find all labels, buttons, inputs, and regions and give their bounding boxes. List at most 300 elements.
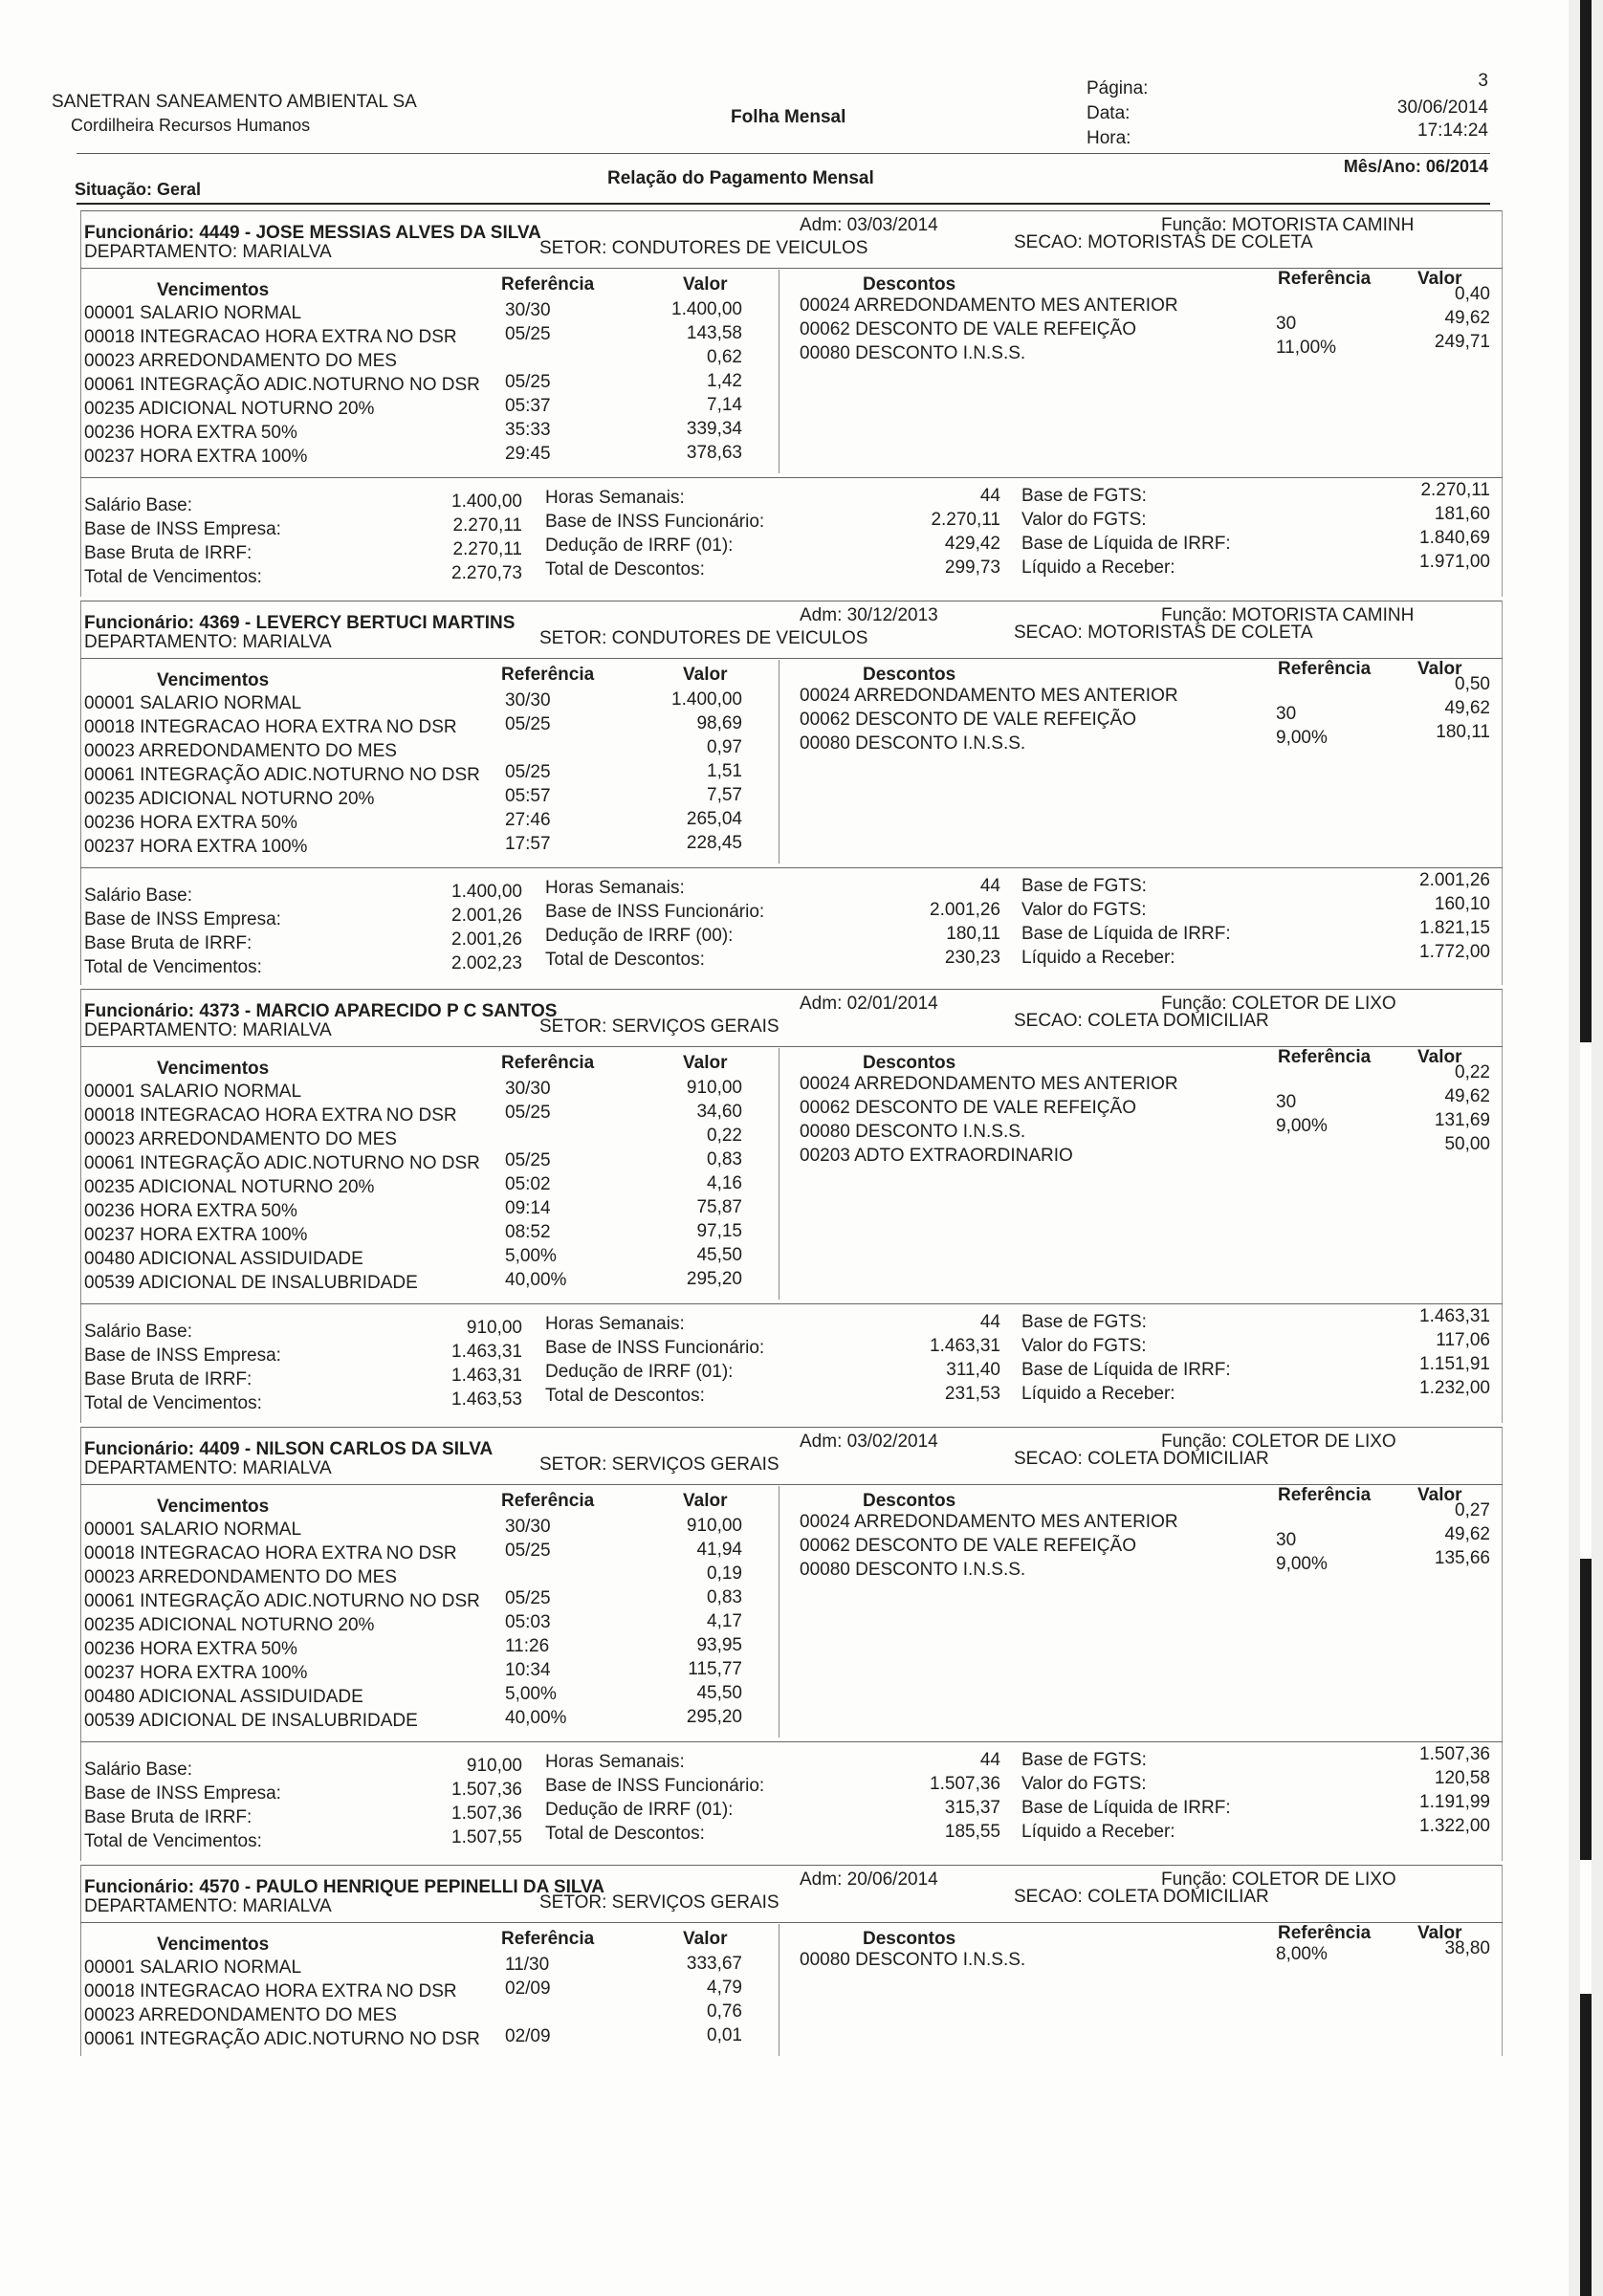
vencimentos-header: Vencimentos bbox=[157, 670, 270, 690]
desconto-desc: 00024 ARREDONDAMENTO MES ANTERIOR bbox=[800, 295, 1178, 316]
employee-name: Funcionário: 4373 - MARCIO APARECIDO P C SANTOS bbox=[84, 1001, 558, 1021]
vencimentos-valor-header: Valor bbox=[683, 1053, 728, 1073]
vencimento-ref: 02/09 bbox=[505, 2026, 551, 2046]
vencimento-desc: 00023 ARREDONDAMENTO DO MES bbox=[84, 1129, 397, 1149]
section: SECAO: COLETA DOMICILIAR bbox=[1014, 1011, 1269, 1031]
vencimento-ref: 30/30 bbox=[505, 690, 551, 711]
employee-block bbox=[80, 1427, 1503, 1861]
vencimento-valor: 4,16 bbox=[707, 1173, 742, 1193]
vencimentos-divider bbox=[779, 1486, 780, 1738]
vencimento-valor: 0,97 bbox=[707, 737, 742, 757]
header-rule bbox=[77, 153, 1490, 154]
desconto-desc: 00062 DESCONTO DE VALE REFEIÇÃO bbox=[800, 1536, 1136, 1556]
department: DEPARTAMENTO: MARIALVA bbox=[84, 1896, 332, 1916]
base-liquida-irrf-value: 1.840,69 bbox=[1419, 528, 1490, 548]
header-rule-bottom bbox=[77, 203, 1490, 205]
desconto-desc: 00024 ARREDONDAMENTO MES ANTERIOR bbox=[800, 1512, 1178, 1532]
vencimentos-ref-header: Referência bbox=[501, 274, 595, 295]
desconto-ref: 30 bbox=[1276, 1530, 1297, 1550]
vencimento-ref: 30/30 bbox=[505, 1517, 551, 1537]
vencimento-ref: 05/25 bbox=[505, 1541, 551, 1561]
vencimento-valor: 1,42 bbox=[707, 371, 742, 391]
base-inss-empresa-label: Base de INSS Empresa: bbox=[84, 1345, 281, 1366]
base-inss-empresa-value: 1.507,36 bbox=[451, 1780, 522, 1800]
descontos-header: Descontos bbox=[863, 665, 956, 685]
desconto-valor: 131,69 bbox=[1434, 1110, 1490, 1130]
base-inss-empresa-value: 1.463,31 bbox=[451, 1342, 522, 1362]
vencimento-ref: 5,00% bbox=[505, 1246, 557, 1266]
admission-date: Adm: 30/12/2013 bbox=[800, 605, 938, 625]
vencimento-valor: 295,20 bbox=[686, 1707, 742, 1727]
desconto-desc: 00080 DESCONTO I.N.S.S. bbox=[800, 733, 1026, 754]
total-vencimentos-value: 1.507,55 bbox=[451, 1827, 522, 1848]
vencimento-valor: 0,83 bbox=[707, 1149, 742, 1170]
salario-base-label: Salário Base: bbox=[84, 1322, 193, 1342]
total-descontos-value: 185,55 bbox=[944, 1822, 1000, 1842]
desconto-desc: 00203 ADTO EXTRAORDINARIO bbox=[800, 1146, 1073, 1166]
vencimentos-valor-header: Valor bbox=[683, 274, 728, 295]
valor-fgts-value: 120,58 bbox=[1434, 1768, 1490, 1788]
vencimento-desc: 00018 INTEGRACAO HORA EXTRA NO DSR bbox=[84, 1543, 457, 1563]
vencimento-ref: 05:02 bbox=[505, 1174, 551, 1194]
salario-base-value: 1.400,00 bbox=[451, 882, 522, 902]
vencimento-ref: 08:52 bbox=[505, 1222, 551, 1242]
vencimentos-divider bbox=[779, 1048, 780, 1300]
vencimento-ref: 35:33 bbox=[505, 420, 551, 440]
vencimento-desc: 00236 HORA EXTRA 50% bbox=[84, 423, 297, 443]
base-inss-empresa-value: 2.001,26 bbox=[451, 906, 522, 926]
section: SECAO: COLETA DOMICILIAR bbox=[1014, 1449, 1269, 1469]
vencimentos-valor-header: Valor bbox=[683, 1491, 728, 1511]
employee-block bbox=[80, 210, 1503, 597]
base-liquida-irrf-label: Base de Líquida de IRRF: bbox=[1021, 924, 1231, 944]
vencimento-valor: 378,63 bbox=[686, 443, 742, 463]
desconto-valor: 0,50 bbox=[1455, 674, 1490, 694]
descontos-header: Descontos bbox=[863, 1053, 956, 1073]
descontos-header: Descontos bbox=[863, 1491, 956, 1511]
employee-function: Função: MOTORISTA CAMINH bbox=[1161, 215, 1415, 235]
horas-semanais-label: Horas Semanais: bbox=[545, 488, 685, 508]
vencimento-ref: 30/30 bbox=[505, 1079, 551, 1099]
vencimento-desc: 00018 INTEGRACAO HORA EXTRA NO DSR bbox=[84, 327, 457, 347]
liquido-receber-label: Líquido a Receber: bbox=[1021, 1822, 1175, 1842]
base-inss-funcionario-value: 1.463,31 bbox=[930, 1336, 1000, 1356]
desconto-ref: 30 bbox=[1276, 1092, 1297, 1112]
salario-base-label: Salário Base: bbox=[84, 886, 193, 906]
base-inss-funcionario-value: 2.270,11 bbox=[931, 510, 1000, 530]
vencimento-valor: 228,45 bbox=[686, 833, 742, 853]
desconto-valor: 38,80 bbox=[1444, 1938, 1490, 1958]
vencimento-valor: 7,57 bbox=[707, 785, 742, 805]
descontos-valor-header: Valor bbox=[1417, 659, 1462, 679]
vencimento-valor: 265,04 bbox=[686, 809, 742, 829]
sector: SETOR: SERVIÇOS GERAIS bbox=[539, 1017, 780, 1037]
vencimento-valor: 7,14 bbox=[707, 395, 742, 415]
liquido-receber-value: 1.772,00 bbox=[1419, 942, 1490, 962]
admission-date: Adm: 03/02/2014 bbox=[800, 1432, 938, 1452]
liquido-receber-value: 1.322,00 bbox=[1419, 1816, 1490, 1836]
valor-fgts-value: 117,06 bbox=[1436, 1330, 1490, 1350]
base-liquida-irrf-value: 1.191,99 bbox=[1419, 1792, 1490, 1812]
base-fgts-label: Base de FGTS: bbox=[1021, 1312, 1147, 1332]
desconto-valor: 49,62 bbox=[1444, 308, 1490, 328]
employee-name: Funcionário: 4369 - LEVERCY BERTUCI MARTINS bbox=[84, 613, 516, 633]
desconto-valor: 0,40 bbox=[1455, 284, 1490, 304]
vencimento-desc: 00235 ADICIONAL NOTURNO 20% bbox=[84, 1177, 375, 1197]
vencimento-ref: 05/25 bbox=[505, 372, 551, 392]
base-fgts-value: 2.270,11 bbox=[1420, 480, 1490, 500]
scan-edge-gap bbox=[1580, 1042, 1592, 1559]
liquido-receber-value: 1.971,00 bbox=[1419, 552, 1490, 572]
desconto-valor: 0,22 bbox=[1455, 1062, 1490, 1082]
vencimento-desc: 00001 SALARIO NORMAL bbox=[84, 693, 302, 713]
vencimento-valor: 910,00 bbox=[686, 1078, 742, 1098]
vencimento-desc: 00061 INTEGRAÇÃO ADIC.NOTURNO NO DSR bbox=[84, 1153, 480, 1173]
page-label: Página: bbox=[1087, 78, 1149, 98]
vencimento-desc: 00235 ADICIONAL NOTURNO 20% bbox=[84, 1615, 375, 1635]
vencimento-ref: 05/25 bbox=[505, 1588, 551, 1608]
vencimento-desc: 00001 SALARIO NORMAL bbox=[84, 1082, 302, 1102]
horas-semanais-value: 44 bbox=[979, 486, 1000, 506]
base-liquida-irrf-label: Base de Líquida de IRRF: bbox=[1021, 534, 1231, 554]
base-bruta-irrf-value: 1.507,36 bbox=[451, 1804, 522, 1824]
liquido-receber-label: Líquido a Receber: bbox=[1021, 1384, 1175, 1404]
vencimentos-ref-header: Referência bbox=[501, 665, 595, 685]
valor-fgts-value: 160,10 bbox=[1434, 894, 1490, 914]
vencimento-ref: 27:46 bbox=[505, 810, 551, 830]
vencimento-valor: 339,34 bbox=[686, 419, 742, 439]
section: SECAO: MOTORISTAS DE COLETA bbox=[1014, 623, 1313, 643]
total-vencimentos-value: 2.270,73 bbox=[451, 563, 522, 583]
liquido-receber-value: 1.232,00 bbox=[1419, 1378, 1490, 1398]
descontos-header: Descontos bbox=[863, 274, 956, 295]
desconto-desc: 00062 DESCONTO DE VALE REFEIÇÃO bbox=[800, 1098, 1136, 1118]
vencimento-desc: 00018 INTEGRACAO HORA EXTRA NO DSR bbox=[84, 1105, 457, 1126]
deducao-irrf-value: 429,42 bbox=[944, 534, 1000, 554]
horas-semanais-value: 44 bbox=[979, 1312, 1000, 1332]
department: DEPARTAMENTO: MARIALVA bbox=[84, 1458, 332, 1478]
report-date: 30/06/2014 bbox=[1396, 98, 1488, 118]
vencimentos-ref-header: Referência bbox=[501, 1053, 595, 1073]
situation: Situação: Geral bbox=[75, 180, 202, 199]
employee-block bbox=[80, 601, 1503, 985]
desconto-valor: 135,66 bbox=[1434, 1548, 1490, 1568]
vencimentos-ref-header: Referência bbox=[501, 1929, 595, 1949]
base-bruta-irrf-label: Base Bruta de IRRF: bbox=[84, 1807, 253, 1827]
vencimento-desc: 00237 HORA EXTRA 100% bbox=[84, 447, 308, 467]
vencimento-valor: 910,00 bbox=[686, 1516, 742, 1536]
date-label: Data: bbox=[1087, 103, 1131, 123]
deducao-irrf-label: Dedução de IRRF (01): bbox=[545, 1362, 734, 1382]
vencimentos-header: Vencimentos bbox=[157, 1059, 270, 1079]
descontos-ref-header: Referência bbox=[1278, 269, 1372, 289]
vencimento-valor: 4,79 bbox=[707, 1978, 742, 1998]
vencimento-valor: 0,19 bbox=[707, 1563, 742, 1584]
vencimento-desc: 00237 HORA EXTRA 100% bbox=[84, 1225, 308, 1245]
period: Mês/Ano: 06/2014 bbox=[1343, 157, 1488, 176]
vencimento-valor: 98,69 bbox=[696, 713, 742, 733]
vencimentos-ref-header: Referência bbox=[501, 1491, 595, 1511]
vencimento-ref: 02/09 bbox=[505, 1979, 551, 1999]
valor-fgts-label: Valor do FGTS: bbox=[1021, 510, 1147, 530]
sector: SETOR: SERVIÇOS GERAIS bbox=[539, 1454, 780, 1475]
vencimento-desc: 00023 ARREDONDAMENTO DO MES bbox=[84, 1567, 397, 1587]
descontos-ref-header: Referência bbox=[1278, 659, 1372, 679]
base-inss-funcionario-label: Base de INSS Funcionário: bbox=[545, 902, 765, 922]
vencimento-ref: 10:34 bbox=[505, 1660, 551, 1680]
desconto-ref: 11,00% bbox=[1276, 338, 1337, 358]
base-fgts-value: 1.463,31 bbox=[1419, 1306, 1490, 1326]
horas-semanais-label: Horas Semanais: bbox=[545, 878, 685, 898]
base-bruta-irrf-value: 2.270,11 bbox=[452, 539, 522, 559]
desconto-ref: 9,00% bbox=[1276, 1116, 1328, 1136]
base-fgts-value: 1.507,36 bbox=[1419, 1744, 1490, 1764]
employee-name: Funcionário: 4409 - NILSON CARLOS DA SILVA bbox=[84, 1439, 494, 1459]
vencimento-desc: 00539 ADICIONAL DE INSALUBRIDADE bbox=[84, 1711, 418, 1731]
valor-fgts-label: Valor do FGTS: bbox=[1021, 1774, 1147, 1794]
vencimentos-divider bbox=[779, 1924, 780, 2056]
vencimentos-valor-header: Valor bbox=[683, 1929, 728, 1949]
sector: SETOR: SERVIÇOS GERAIS bbox=[539, 1892, 780, 1913]
desconto-ref: 30 bbox=[1276, 704, 1297, 724]
vencimento-desc: 00061 INTEGRAÇÃO ADIC.NOTURNO NO DSR bbox=[84, 1591, 480, 1611]
vencimentos-header: Vencimentos bbox=[157, 280, 270, 300]
desconto-ref: 30 bbox=[1276, 314, 1297, 334]
vencimento-valor: 1.400,00 bbox=[671, 689, 742, 710]
vencimento-desc: 00023 ARREDONDAMENTO DO MES bbox=[84, 741, 397, 761]
base-inss-empresa-label: Base de INSS Empresa: bbox=[84, 909, 281, 929]
desconto-desc: 00062 DESCONTO DE VALE REFEIÇÃO bbox=[800, 710, 1136, 730]
employee-block bbox=[80, 989, 1503, 1423]
base-bruta-irrf-label: Base Bruta de IRRF: bbox=[84, 933, 253, 953]
total-descontos-label: Total de Descontos: bbox=[545, 950, 705, 970]
vencimento-ref: 05/25 bbox=[505, 324, 551, 344]
horas-semanais-value: 44 bbox=[979, 1750, 1000, 1770]
employee-block bbox=[80, 1865, 1503, 2056]
vencimento-desc: 00061 INTEGRAÇÃO ADIC.NOTURNO NO DSR bbox=[84, 2029, 480, 2049]
vencimento-valor: 115,77 bbox=[688, 1659, 742, 1679]
horas-semanais-label: Horas Semanais: bbox=[545, 1752, 685, 1772]
desconto-ref: 9,00% bbox=[1276, 1554, 1328, 1574]
totals-rule bbox=[80, 867, 1503, 868]
vencimento-desc: 00480 ADICIONAL ASSIDUIDADE bbox=[84, 1687, 363, 1707]
vencimento-ref: 40,00% bbox=[505, 1270, 567, 1290]
desconto-valor: 180,11 bbox=[1436, 722, 1490, 742]
sector: SETOR: CONDUTORES DE VEICULOS bbox=[539, 628, 868, 648]
salario-base-label: Salário Base: bbox=[84, 495, 193, 515]
base-fgts-label: Base de FGTS: bbox=[1021, 876, 1147, 896]
descontos-ref-header: Referência bbox=[1278, 1047, 1372, 1067]
vencimento-desc: 00480 ADICIONAL ASSIDUIDADE bbox=[84, 1249, 363, 1269]
base-inss-funcionario-label: Base de INSS Funcionário: bbox=[545, 1338, 765, 1358]
horas-semanais-label: Horas Semanais: bbox=[545, 1314, 685, 1334]
employee-function: Função: COLETOR DE LIXO bbox=[1161, 1432, 1396, 1452]
vencimento-desc: 00236 HORA EXTRA 50% bbox=[84, 1201, 297, 1221]
desconto-desc: 00024 ARREDONDAMENTO MES ANTERIOR bbox=[800, 1074, 1178, 1094]
valor-fgts-label: Valor do FGTS: bbox=[1021, 900, 1147, 920]
employee-name: Funcionário: 4449 - JOSE MESSIAS ALVES DA SILVA bbox=[84, 223, 541, 243]
desconto-valor: 249,71 bbox=[1434, 332, 1490, 352]
vencimento-desc: 00236 HORA EXTRA 50% bbox=[84, 1639, 297, 1659]
vencimento-valor: 45,50 bbox=[696, 1245, 742, 1265]
vencimento-valor: 0,76 bbox=[707, 2001, 742, 2022]
desconto-desc: 00080 DESCONTO I.N.S.S. bbox=[800, 343, 1026, 363]
vencimento-ref: 05:57 bbox=[505, 786, 551, 806]
salario-base-label: Salário Base: bbox=[84, 1760, 193, 1780]
desconto-desc: 00080 DESCONTO I.N.S.S. bbox=[800, 1122, 1026, 1142]
base-bruta-irrf-value: 1.463,31 bbox=[451, 1366, 522, 1386]
vencimento-valor: 41,94 bbox=[696, 1540, 742, 1560]
vencimento-ref: 05:03 bbox=[505, 1612, 551, 1632]
total-vencimentos-label: Total de Vencimentos: bbox=[84, 957, 262, 977]
vencimento-ref: 05/25 bbox=[505, 1150, 551, 1170]
total-vencimentos-label: Total de Vencimentos: bbox=[84, 1393, 262, 1413]
section: SECAO: MOTORISTAS DE COLETA bbox=[1014, 232, 1313, 252]
total-descontos-label: Total de Descontos: bbox=[545, 1824, 705, 1844]
time-label: Hora: bbox=[1087, 128, 1131, 148]
department: DEPARTAMENTO: MARIALVA bbox=[84, 242, 332, 262]
vencimento-ref: 40,00% bbox=[505, 1708, 567, 1728]
vencimento-desc: 00018 INTEGRACAO HORA EXTRA NO DSR bbox=[84, 717, 457, 737]
desconto-valor: 50,00 bbox=[1444, 1134, 1490, 1154]
total-vencimentos-value: 1.463,53 bbox=[451, 1389, 522, 1410]
vencimento-ref: 5,00% bbox=[505, 1684, 557, 1704]
vencimento-desc: 00539 ADICIONAL DE INSALUBRIDADE bbox=[84, 1273, 418, 1293]
vencimento-desc: 00001 SALARIO NORMAL bbox=[84, 303, 302, 323]
employee-function: Função: COLETOR DE LIXO bbox=[1161, 994, 1396, 1014]
admission-date: Adm: 02/01/2014 bbox=[800, 994, 938, 1014]
vencimento-valor: 75,87 bbox=[696, 1197, 742, 1217]
vencimento-valor: 0,83 bbox=[707, 1587, 742, 1607]
vencimento-valor: 97,15 bbox=[696, 1221, 742, 1241]
employee-function: Função: MOTORISTA CAMINH bbox=[1161, 605, 1415, 625]
vencimento-desc: 00018 INTEGRACAO HORA EXTRA NO DSR bbox=[84, 1981, 457, 2001]
desconto-valor: 0,27 bbox=[1455, 1500, 1490, 1520]
deducao-irrf-label: Dedução de IRRF (01): bbox=[545, 1800, 734, 1820]
vencimento-valor: 4,17 bbox=[707, 1611, 742, 1631]
descontos-valor-header: Valor bbox=[1417, 1923, 1462, 1943]
desconto-desc: 00080 DESCONTO I.N.S.S. bbox=[800, 1950, 1026, 1970]
base-bruta-irrf-label: Base Bruta de IRRF: bbox=[84, 543, 253, 563]
deducao-irrf-label: Dedução de IRRF (01): bbox=[545, 536, 734, 556]
vencimentos-divider bbox=[779, 660, 780, 864]
desconto-valor: 49,62 bbox=[1444, 1086, 1490, 1106]
valor-fgts-value: 181,60 bbox=[1434, 504, 1490, 524]
vencimento-desc: 00023 ARREDONDAMENTO DO MES bbox=[84, 2005, 397, 2025]
base-inss-funcionario-label: Base de INSS Funcionário: bbox=[545, 512, 765, 532]
desconto-ref: 8,00% bbox=[1276, 1944, 1328, 1964]
desconto-valor: 49,62 bbox=[1444, 1524, 1490, 1544]
base-inss-empresa-label: Base de INSS Empresa: bbox=[84, 1783, 281, 1804]
desconto-ref: 9,00% bbox=[1276, 728, 1328, 748]
desconto-valor: 49,62 bbox=[1444, 698, 1490, 718]
vencimento-ref: 29:45 bbox=[505, 444, 551, 464]
deducao-irrf-value: 311,40 bbox=[946, 1360, 1000, 1380]
employee-function: Função: COLETOR DE LIXO bbox=[1161, 1870, 1396, 1890]
vencimento-valor: 143,58 bbox=[686, 323, 742, 343]
company-name: SANETRAN SANEAMENTO AMBIENTAL SA bbox=[52, 92, 417, 112]
base-inss-funcionario-value: 2.001,26 bbox=[930, 900, 1000, 920]
total-descontos-value: 230,23 bbox=[944, 948, 1000, 968]
scan-edge-gap-lower bbox=[1580, 1860, 1592, 1994]
salario-base-value: 910,00 bbox=[466, 1318, 522, 1338]
report-time: 17:14:24 bbox=[1417, 120, 1488, 141]
vencimento-ref: 05/25 bbox=[505, 1103, 551, 1123]
vencimentos-valor-header: Valor bbox=[683, 665, 728, 685]
horas-semanais-value: 44 bbox=[979, 876, 1000, 896]
totals-rule bbox=[80, 1741, 1503, 1742]
vencimento-ref: 09:14 bbox=[505, 1198, 551, 1218]
base-liquida-irrf-label: Base de Líquida de IRRF: bbox=[1021, 1360, 1231, 1380]
total-descontos-value: 299,73 bbox=[944, 558, 1000, 578]
descontos-ref-header: Referência bbox=[1278, 1485, 1372, 1505]
vencimento-ref: 17:57 bbox=[505, 834, 551, 854]
descontos-valor-header: Valor bbox=[1417, 1485, 1462, 1505]
department: DEPARTAMENTO: MARIALVA bbox=[84, 632, 332, 652]
vencimento-valor: 1,51 bbox=[707, 761, 742, 781]
base-liquida-irrf-label: Base de Líquida de IRRF: bbox=[1021, 1798, 1231, 1818]
vencimento-desc: 00001 SALARIO NORMAL bbox=[84, 1520, 302, 1540]
vencimento-ref: 05/25 bbox=[505, 762, 551, 782]
sector: SETOR: CONDUTORES DE VEICULOS bbox=[539, 238, 868, 258]
base-inss-funcionario-value: 1.507,36 bbox=[930, 1774, 1000, 1794]
total-descontos-label: Total de Descontos: bbox=[545, 559, 705, 579]
base-inss-empresa-value: 2.270,11 bbox=[452, 515, 522, 536]
department: DEPARTAMENTO: MARIALVA bbox=[84, 1020, 332, 1040]
vencimento-desc: 00001 SALARIO NORMAL bbox=[84, 1957, 302, 1978]
vencimento-valor: 93,95 bbox=[696, 1635, 742, 1655]
descontos-valor-header: Valor bbox=[1417, 269, 1462, 289]
base-inss-empresa-label: Base de INSS Empresa: bbox=[84, 519, 281, 539]
base-fgts-value: 2.001,26 bbox=[1419, 870, 1490, 890]
desconto-desc: 00024 ARREDONDAMENTO MES ANTERIOR bbox=[800, 686, 1178, 706]
totals-rule bbox=[80, 477, 1503, 478]
salario-base-value: 1.400,00 bbox=[451, 492, 522, 512]
liquido-receber-label: Líquido a Receber: bbox=[1021, 558, 1175, 578]
vencimentos-header: Vencimentos bbox=[157, 1935, 270, 1955]
salario-base-value: 910,00 bbox=[466, 1756, 522, 1776]
vencimento-ref: 05/25 bbox=[505, 714, 551, 734]
page-number: 3 bbox=[1478, 71, 1488, 91]
vencimento-ref: 11/30 bbox=[505, 1955, 550, 1975]
total-descontos-value: 231,53 bbox=[944, 1384, 1000, 1404]
total-vencimentos-label: Total de Vencimentos: bbox=[84, 1831, 262, 1851]
report-subtitle: Relação do Pagamento Mensal bbox=[607, 168, 874, 188]
descontos-header: Descontos bbox=[863, 1929, 956, 1949]
vencimento-valor: 45,50 bbox=[696, 1683, 742, 1703]
descontos-ref-header: Referência bbox=[1278, 1923, 1372, 1943]
base-bruta-irrf-label: Base Bruta de IRRF: bbox=[84, 1369, 253, 1389]
admission-date: Adm: 20/06/2014 bbox=[800, 1870, 938, 1890]
vencimento-valor: 295,20 bbox=[686, 1269, 742, 1289]
totals-rule bbox=[80, 1303, 1503, 1304]
desconto-desc: 00062 DESCONTO DE VALE REFEIÇÃO bbox=[800, 319, 1136, 339]
deducao-irrf-value: 180,11 bbox=[946, 924, 1000, 944]
total-descontos-label: Total de Descontos: bbox=[545, 1386, 705, 1406]
system-name: Cordilheira Recursos Humanos bbox=[71, 116, 311, 135]
vencimento-desc: 00237 HORA EXTRA 100% bbox=[84, 1663, 308, 1683]
section: SECAO: COLETA DOMICILIAR bbox=[1014, 1887, 1269, 1907]
valor-fgts-label: Valor do FGTS: bbox=[1021, 1336, 1147, 1356]
vencimento-desc: 00061 INTEGRAÇÃO ADIC.NOTURNO NO DSR bbox=[84, 375, 480, 395]
vencimento-desc: 00061 INTEGRAÇÃO ADIC.NOTURNO NO DSR bbox=[84, 765, 480, 785]
admission-date: Adm: 03/03/2014 bbox=[800, 215, 938, 235]
vencimento-desc: 00235 ADICIONAL NOTURNO 20% bbox=[84, 789, 375, 809]
vencimento-valor: 0,01 bbox=[707, 2025, 742, 2045]
desconto-desc: 00080 DESCONTO I.N.S.S. bbox=[800, 1560, 1026, 1580]
vencimento-valor: 1.400,00 bbox=[671, 299, 742, 319]
deducao-irrf-label: Dedução de IRRF (00): bbox=[545, 926, 734, 946]
